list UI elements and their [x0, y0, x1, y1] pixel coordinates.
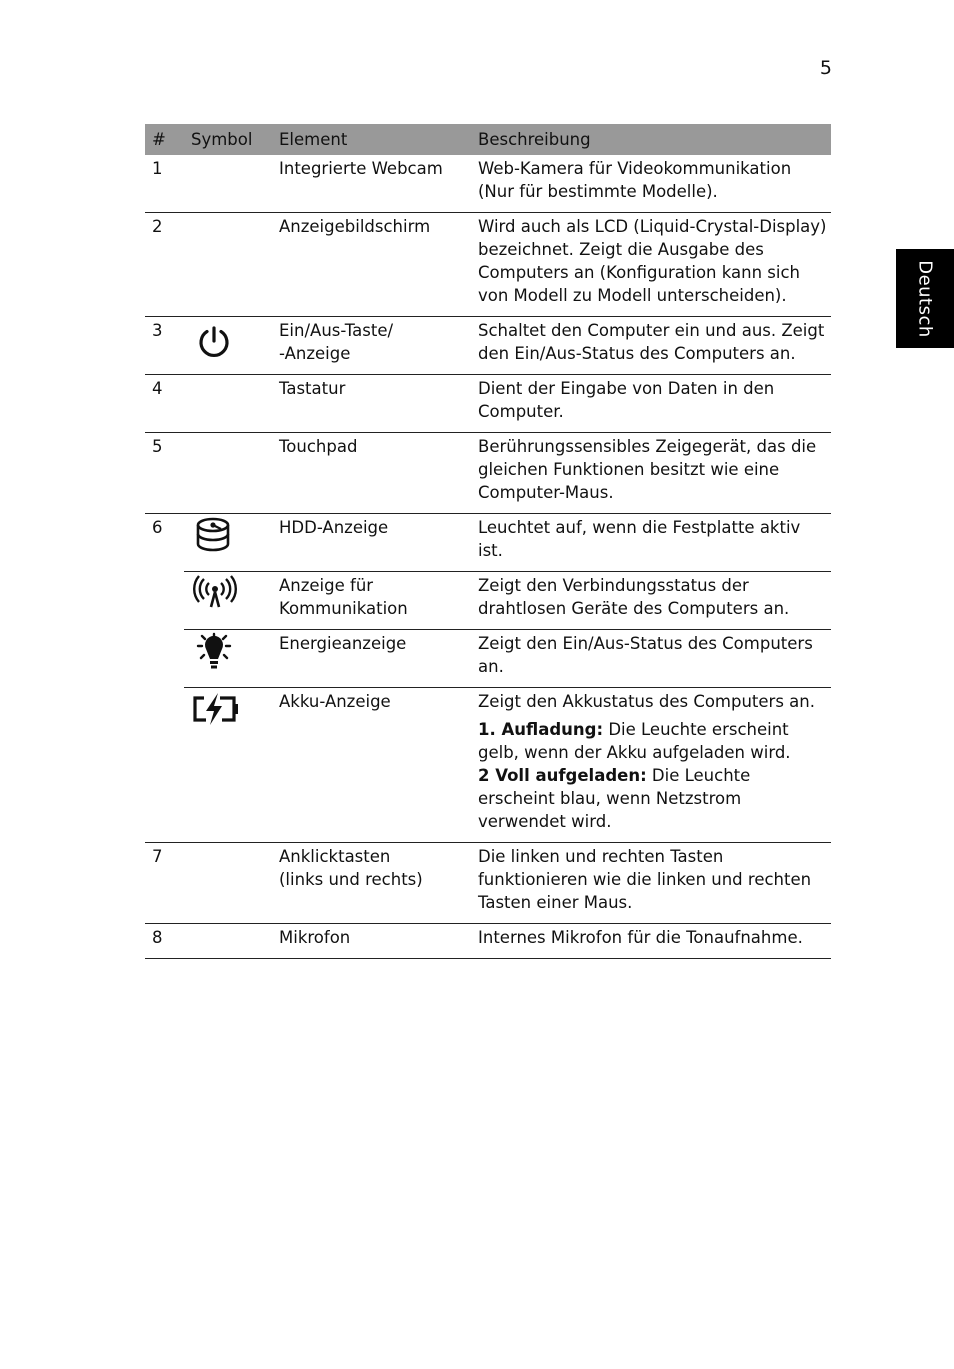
header-description: Beschreibung — [471, 124, 831, 155]
status-label: 1. Aufladung: — [478, 720, 604, 739]
status-item — [478, 718, 827, 833]
components-table — [145, 124, 831, 959]
element-description: Web-Kamera für Videokommunikation (Nur für bestimmte Modelle). — [471, 155, 831, 213]
table-row — [145, 688, 831, 843]
element-name-line2: (links und rechts) — [279, 870, 423, 889]
status-label: 2 Voll aufgeladen: — [478, 766, 647, 785]
symbol-cell — [184, 924, 272, 959]
symbol-cell — [184, 630, 272, 688]
row-number: 3 — [145, 317, 184, 375]
power-icon — [184, 319, 244, 359]
hdd-icon — [184, 516, 244, 558]
page-number: 5 — [819, 57, 832, 79]
element-description: Berührungssensibles Zeigegerät, das die gleichen Funktionen besitzt wie eine Computer-Maus. — [471, 433, 831, 514]
header-symbol: Symbol — [184, 124, 272, 155]
symbol-cell — [184, 514, 272, 572]
table-header-row — [145, 124, 831, 155]
wireless-icon — [184, 574, 244, 614]
element-name: Tastatur — [272, 375, 471, 433]
element-description: Zeigt den Ein/Aus-Status des Computers an. — [471, 630, 831, 688]
element-description: Wird auch als LCD (Liquid-Crystal-Display) bezeichnet. Zeigt die Ausgabe des Computers an (Konfiguration kann sich von Modell zu Modell unterscheiden). — [471, 213, 831, 317]
symbol-cell — [184, 433, 272, 514]
element-name: Energieanzeige — [272, 630, 471, 688]
element-name-line1: Anklicktasten — [279, 847, 391, 866]
element-name: Integrierte Webcam — [272, 155, 471, 213]
table-row — [145, 317, 831, 375]
element-description: Internes Mikrofon für die Tonaufnahme. — [471, 924, 831, 959]
element-name: HDD-Anzeige — [272, 514, 471, 572]
status-text: Die Leuchte erscheint blau, wenn Netzstrom verwendet wird. — [478, 766, 751, 831]
element-name: Mikrofon — [272, 924, 471, 959]
element-description: Die linken und rechten Tasten funktionieren wie die linken und rechten Tasten einer Maus. — [471, 843, 831, 924]
element-name: Akku-Anzeige — [272, 688, 471, 843]
row-number: 6 — [145, 514, 184, 843]
table-row — [145, 630, 831, 688]
description-summary: Zeigt den Akkustatus des Computers an. — [478, 692, 815, 711]
table-row — [145, 514, 831, 572]
element-name-line2: -Anzeige — [279, 344, 351, 363]
row-number: 1 — [145, 155, 184, 213]
symbol-cell — [184, 688, 272, 843]
symbol-cell — [184, 843, 272, 924]
symbol-cell — [184, 213, 272, 317]
symbol-cell — [184, 375, 272, 433]
element-name — [272, 843, 471, 924]
table-row — [145, 572, 831, 630]
battery-charging-icon — [184, 690, 244, 730]
header-element: Element — [272, 124, 471, 155]
element-name-line1: Anzeige für — [279, 576, 374, 595]
symbol-cell — [184, 317, 272, 375]
power-light-icon — [184, 632, 244, 674]
element-description — [471, 688, 831, 843]
element-name-line2: Kommunikation — [279, 599, 408, 618]
symbol-cell — [184, 572, 272, 630]
table-row — [145, 213, 831, 317]
table-row — [145, 375, 831, 433]
element-description: Leuchtet auf, wenn die Festplatte aktiv ist. — [471, 514, 831, 572]
element-name: Touchpad — [272, 433, 471, 514]
row-number: 2 — [145, 213, 184, 317]
language-tab-label: Deutsch — [914, 259, 936, 338]
language-tab — [896, 249, 954, 348]
element-name — [272, 317, 471, 375]
table-row — [145, 843, 831, 924]
header-num: # — [145, 124, 184, 155]
symbol-cell — [184, 155, 272, 213]
status-text: Die Leuchte erscheint gelb, wenn der Akku aufgeladen wird. — [478, 720, 791, 762]
element-description: Dient der Eingabe von Daten in den Computer. — [471, 375, 831, 433]
element-name — [272, 572, 471, 630]
table-row — [145, 433, 831, 514]
row-number: 5 — [145, 433, 184, 514]
element-name: Anzeigebildschirm — [272, 213, 471, 317]
table-row — [145, 924, 831, 959]
element-description: Zeigt den Verbindungsstatus der drahtlosen Geräte des Computers an. — [471, 572, 831, 630]
element-name-line1: Ein/Aus-Taste/ — [279, 321, 394, 340]
element-description: Schaltet den Computer ein und aus. Zeigt den Ein/Aus-Status des Computers an. — [471, 317, 831, 375]
table-row — [145, 155, 831, 213]
row-number: 4 — [145, 375, 184, 433]
row-number: 8 — [145, 924, 184, 959]
row-number: 7 — [145, 843, 184, 924]
